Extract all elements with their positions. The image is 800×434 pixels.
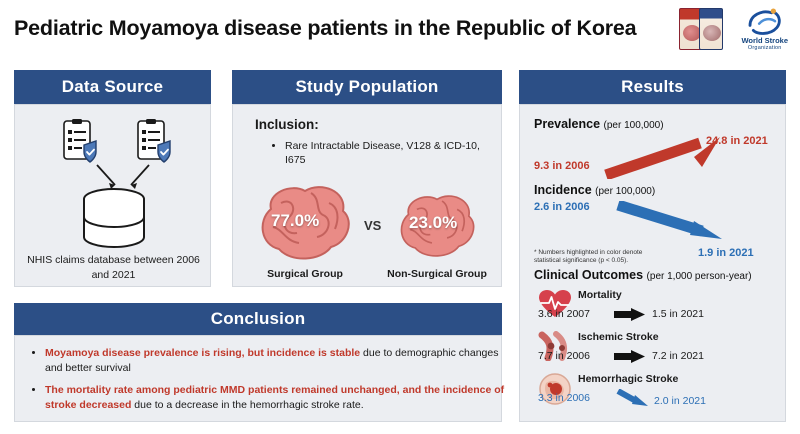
ischemic-start: 7.7 in 2006 bbox=[538, 350, 590, 362]
clinical-outcomes-title: Clinical Outcomes (per 1,000 person-year) bbox=[534, 268, 752, 282]
conclusion-header: Conclusion bbox=[14, 303, 502, 335]
logo-group bbox=[679, 6, 788, 52]
study-population-header: Study Population bbox=[232, 70, 502, 104]
nonsurgical-percent: 23.0% bbox=[409, 213, 458, 232]
document-icons bbox=[61, 119, 181, 171]
results-panel bbox=[519, 104, 786, 422]
incidence-start-value: 2.6 in 2006 bbox=[534, 201, 590, 213]
data-source-header: Data Source bbox=[14, 70, 211, 104]
mortality-name: Mortality bbox=[578, 289, 622, 301]
prevalence-title: Prevalence (per 100,000) bbox=[534, 117, 664, 131]
database-icon bbox=[77, 187, 151, 249]
up-arrow-red-icon bbox=[602, 135, 722, 179]
conclusion-item bbox=[45, 383, 507, 413]
world-stroke-organization-logo bbox=[741, 7, 788, 51]
hemorrhagic-start: 3.3 in 2006 bbox=[538, 392, 590, 404]
brain-illustration-nonsurgical bbox=[391, 191, 483, 268]
vs-label: VS bbox=[364, 218, 382, 233]
wso-sub: Organization bbox=[747, 45, 782, 52]
journal-covers bbox=[679, 6, 731, 52]
conclusion-panel bbox=[14, 335, 505, 422]
study-population-panel bbox=[232, 104, 502, 287]
prevalence-unit: (per 100,000) bbox=[603, 120, 664, 131]
down-arrow-blue-icon bbox=[616, 201, 728, 249]
inclusion-criteria bbox=[273, 139, 488, 167]
wso-name: World Stroke bbox=[741, 35, 788, 45]
ischemic-end: 7.2 in 2021 bbox=[652, 350, 704, 362]
conclusion-emphasis: Moyamoya disease prevalence is rising, but incidence is stable bbox=[45, 347, 361, 359]
data-source-panel bbox=[14, 104, 211, 287]
data-source-caption: NHIS claims database between 2006 and 2021 bbox=[27, 254, 200, 282]
surgical-percent: 77.0% bbox=[271, 211, 320, 230]
conclusion-rest: due to a decrease in the hemorrhagic stroke rate. bbox=[131, 398, 364, 411]
incidence-title: Incidence (per 100,000) bbox=[534, 183, 656, 197]
inclusion-item: • Rare Intractable Disease, V128 & ICD-10, I675 bbox=[285, 139, 488, 167]
document-shield-icon bbox=[61, 119, 101, 169]
conclusion-rest: due to demographic changes and better survival bbox=[45, 347, 499, 374]
results-header: Results bbox=[519, 70, 786, 104]
right-arrow-icon bbox=[613, 308, 647, 321]
incidence-end-value: 1.9 in 2021 bbox=[698, 247, 754, 259]
prevalence-end-value: 24.8 in 2021 bbox=[706, 135, 768, 147]
mortality-start: 3.6 in 2007 bbox=[538, 308, 590, 320]
hemorrhagic-stroke-name: Hemorrhagic Stroke bbox=[578, 373, 679, 385]
page-title: Pediatric Moyamoya disease patients in the Republic of Korea bbox=[14, 16, 637, 40]
ischemic-stroke-name: Ischemic Stroke bbox=[578, 331, 659, 343]
down-right-arrow-icon bbox=[616, 389, 650, 407]
inclusion-label: Inclusion: bbox=[255, 117, 319, 132]
document-shield-icon bbox=[135, 119, 175, 169]
incidence-unit: (per 100,000) bbox=[595, 186, 656, 197]
brain-illustration-surgical bbox=[251, 181, 359, 272]
conclusion-emphasis: The mortality rate among pediatric MMD patients remained unchanged, and the incidence of stroke decreased bbox=[45, 383, 505, 411]
clinical-outcomes-unit: (per 1,000 person-year) bbox=[646, 271, 752, 282]
surgical-group-label: Surgical Group bbox=[267, 268, 343, 280]
conclusion-item bbox=[45, 346, 507, 376]
right-arrow-icon bbox=[613, 350, 647, 363]
significance-note: * Numbers highlighted in color denote statistical significance (p < 0.05). bbox=[534, 249, 643, 265]
nonsurgical-group-label: Non-Surgical Group bbox=[387, 268, 487, 280]
mortality-end: 1.5 in 2021 bbox=[652, 308, 704, 320]
journal-cover-front bbox=[699, 8, 723, 50]
prevalence-start-value: 9.3 in 2006 bbox=[534, 160, 590, 172]
hemorrhagic-end: 2.0 in 2021 bbox=[654, 395, 706, 407]
globe-swoosh-icon bbox=[745, 7, 785, 37]
conclusion-list bbox=[29, 346, 507, 420]
